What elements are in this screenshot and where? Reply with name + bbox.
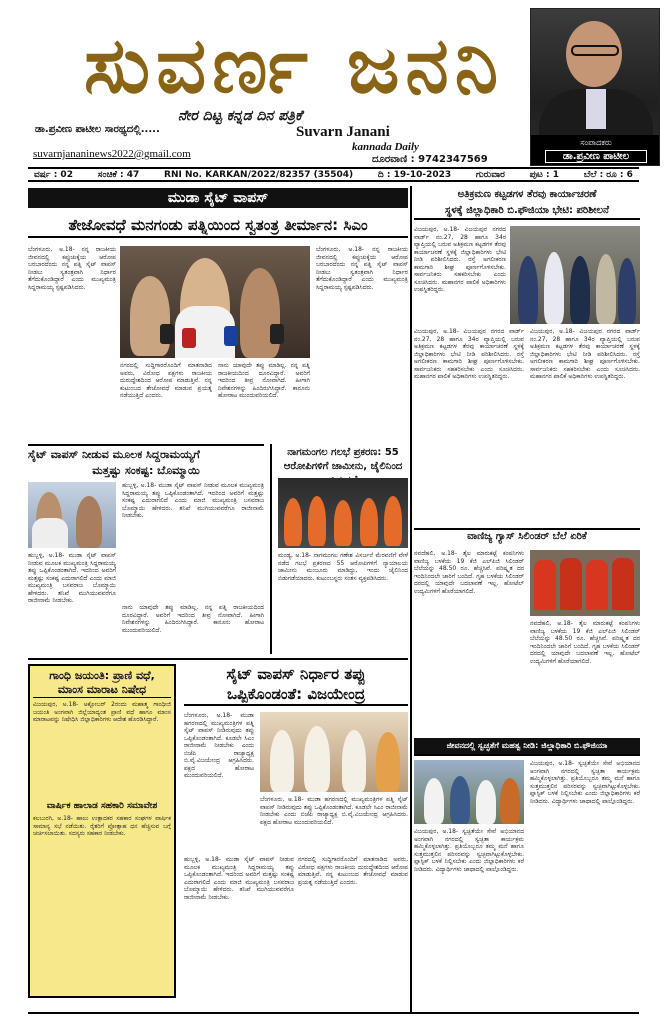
- lead-headline: ತೇಜೋವಧೆ ಮನಗಂಡು ಪತ್ನಿಯಿಂದ ಸ್ವತಂತ್ರ ತೀರ್ಮಾನ: ಸಿಎಂ: [28, 212, 408, 238]
- story2-body-a: ಹುಬ್ಬಳ್ಳಿ, ಅ.18- ಮುಡಾ ಸೈಟ್ ವಾಪಸ್ ನೀಡುವ ಮೂಲಕ ಮುಖ್ಯಮಂತ್ರಿ ಸಿದ್ದರಾಮಯ್ಯ ತಪ್ಪು ಒಪ್ಪಿಕೊಂಡಂತಾಗಿದೆ. ಇದರಿಂದ ಅವರಿಗೆ ಮತ್ತಷ್ಟು ಸಂಕಷ್ಟ ಎದುರಾಗಲಿದೆ ಎಂದು ಮಾಜಿ ಮುಖ್ಯಮಂತ್ರಿ ಬಸವರಾಜ ಬೊಮ್ಮಾಯಿ ಹೇಳಿದರು. ತನಿಖೆ ಮುಗಿಯುವವರೆಗೂ ರಾಜೀನಾಮೆ ನೀಡಬೇಕು.: [122, 482, 264, 519]
- tagline: ನೇರ ದಿಟ್ಟ ಕನ್ನಡ ದಿನ ಪತ್ರಿಕೆ: [178, 108, 303, 124]
- masthead: [0, 0, 669, 168]
- right-lead-body-a: ವಿಜಯಪುರ, ಅ.18- ವಿಜಯಪುರ ನಗರದ ವಾರ್ಡ್ ನಂ.27, 28 ಹಾಗೂ 34ರ ವ್ಯಾಪ್ತಿಯಲ್ಲಿ ಬರುವ ಅತಿಕ್ರಮಣ ಕಟ್ಟಡಗಳ ತೆರವು ಕಾರ್ಯಾಚರಣೆ ಸ್ಥಳಕ್ಕೆ ಜಿಲ್ಲಾಧಿಕಾರಿಗಳು ಭೇಟಿ ನೀಡಿ ಪರಿಶೀಲಿಸಿದರು. ರಸ್ತೆ ಅಗಲೀಕರಣ ಕಾಮಗಾರಿ ಶೀಘ್ರ ಪೂರ್ಣಗೊಳಿಸಬೇಕು. ಸಾರ್ವಜನಿಕರು ಸಹಕರಿಸಬೇಕು ಎಂದು ಸೂಚಿಸಿದರು. ಮಹಾನಗರ ಪಾಲಿಕೆ ಅಧಿಕಾರಿಗಳು ಉಪಸ್ಥಿತರಿದ್ದರು.: [414, 226, 506, 293]
- email-link[interactable]: suvarnjananinews2022@gmail.com: [33, 148, 191, 160]
- lead-body-col4: ಬೆಂಗಳೂರು, ಅ.18- ನನ್ನ ರಾಜಕೀಯ ಜೀವನದಲ್ಲಿ ಕಪ್ಪುಚುಕ್ಕೆಯ ಆರೋಪ ಬರಬಾರದೆಂದು ನನ್ನ ಪತ್ನಿ ಸೈಟ್ ವಾಪಸ್ ನೀಡಲು ಸ್ವತಂತ್ರವಾಗಿ ನಿರ್ಧಾರ ತೆಗೆದುಕೊಂಡಿದ್ದಾರೆ ಎಂದು ಮುಖ್ಯಮಂತ್ರಿ ಸಿದ್ದರಾಮಯ್ಯ ಸ್ಪಷ್ಟಪಡಿಸಿದರು.: [316, 246, 408, 291]
- dateline-issue: ಸಂಚಿಕೆ : 47: [97, 169, 140, 180]
- dateline-bar: [28, 167, 639, 182]
- bottom-rule: [28, 1012, 639, 1014]
- notice-title-1: ಗಾಂಧಿ ಜಯಂತಿ: ಪ್ರಾಣಿ ವಧೆ,: [49, 669, 155, 682]
- story4-body-a: ಬೆಂಗಳೂರು, ಅ.18- ಮುಡಾ ಹಗರಣದಲ್ಲಿ ಮುಖ್ಯಮಂತ್ರಿಗಳ ಪತ್ನಿ ಸೈಟ್ ವಾಪಸ್ ನೀಡಿರುವುದು ತಪ್ಪು ಒಪ್ಪಿಕೊಂಡಂತಾಗಿದೆ. ಕೂಡಲೇ ಸಿಎಂ ರಾಜೀನಾಮೆ ನೀಡಬೇಕು ಎಂದು ಬಿಜೆಪಿ ರಾಜ್ಯಾಧ್ಯಕ್ಷ ಬಿ.ವೈ.ವಿಜಯೇಂದ್ರ ಆಗ್ರಹಿಸಿದರು. ಪಕ್ಷದ ಹೋರಾಟ ಮುಂದುವರಿಯಲಿದೆ.: [184, 712, 254, 779]
- editor-caption-name: ಡಾ.ಪ್ರವೀಣ ಪಾಟೀಲ: [545, 150, 647, 163]
- brand-english: Suvarn Janani: [296, 124, 390, 140]
- lead-kicker: ಮುಡಾ ಸೈಟ್ ವಾಪಸ್: [28, 188, 408, 208]
- story2-headline: ಮತ್ತಷ್ಟು ಸಂಕಷ್ಟ: ಬೊಮ್ಮಾಯಿ: [92, 464, 200, 477]
- notice-subtitle: ವಾರ್ಷಿಕ ಹಾಲಾಡ ಸಹಕಾರಿ ಸಮಾವೇಶ: [46, 801, 158, 811]
- story3-body: ಮಂಡ್ಯ, ಅ.18- ನಾಗಮಂಗಲ ಗಣೇಶ ವಿಸರ್ಜನೆ ಮೆರವಣಿಗೆ ವೇಳೆ ನಡೆದ ಗಲಭೆ ಪ್ರಕರಣದ 55 ಆರೋಪಿಗಳಿಗೆ ನ್ಯಾಯಾಲಯ ಜಾಮೀನು ಮಂಜೂರು ಮಾಡಿದ್ದು, ಇಂದು ಜೈಲಿನಿಂದ ಬಿಡುಗಡೆಯಾದರು. ಕುಟುಂಬಸ್ಥರು ಸಂತಸ ವ್ಯಕ್ತಪಡಿಸಿದರು.: [278, 552, 408, 582]
- right-story2-photo: [530, 550, 640, 616]
- right-lead-headline: ಸ್ಥಳಕ್ಕೆ ಜಿಲ್ಲಾಧಿಕಾರಿ ಬಿ.ಫೌಜಿಯಾ ಭೇಟಿ: ಪರಿಶೀಲನೆ: [414, 204, 640, 220]
- editor-caption-title: ಸಂಪಾದಕರು: [580, 138, 612, 147]
- dateline-day: ಗುರುವಾರ: [475, 169, 505, 180]
- story4-body-d: ನಗರದಲ್ಲಿ ಸುದ್ದಿಗಾರರೊಂದಿಗೆ ಮಾತನಾಡಿದ ಅವರು, ವಿರೋಧ ಪಕ್ಷಗಳು ರಾಜಕೀಯ ದುರುದ್ದೇಶದಿಂದ ಆರೋಪ ಮಾಡುತ್ತಿವೆ. ನನ್ನ ಕುಟುಂಬದ ತೇಜೋವಧೆ ಮಾಡುವ ಪ್ರಯತ್ನ ನಡೆಯುತ್ತಿದೆ ಎಂದರು.: [298, 856, 408, 886]
- story3-photo: [278, 478, 408, 548]
- right-story3-headline: ಜೀವನದಲ್ಲಿ ಸ್ವಚ್ಛತೆಗೆ ಮಹತ್ವ ನೀಡಿ: ಜಿಲ್ಲಾಧಿಕಾರಿ ಬಿ.ಫೌಜಿಯಾ: [414, 738, 640, 754]
- story2-kicker: ಸೈಟ್ ವಾಪಸ್ ನೀಡುವ ಮೂಲಕ ಸಿದ್ದರಾಮಯ್ಯಗೆ: [28, 448, 200, 461]
- right-story2-body-a: ನವದೆಹಲಿ, ಅ.18- ತೈಲ ಮಾರುಕಟ್ಟೆ ಕಂಪನಿಗಳು ವಾಣಿಜ್ಯ ಬಳಕೆಯ 19 ಕೆಜಿ ಎಲ್‌ಪಿಜಿ ಸಿಲಿಂಡರ್ ಬೆಲೆಯನ್ನು 48.50 ರೂ. ಹೆಚ್ಚಿಸಿವೆ. ಪರಿಷ್ಕೃತ ದರ ಇಂದಿನಿಂದಲೇ ಜಾರಿಗೆ ಬಂದಿದೆ. ಗೃಹ ಬಳಕೆಯ ಸಿಲಿಂಡರ್ ದರದಲ್ಲಿ ಯಾವುದೇ ಬದಲಾವಣೆ ಇಲ್ಲ. ಹೋಟೆಲ್ ಉದ್ಯಮಿಗಳಿಗೆ ಹೊರೆಯಾಗಲಿದೆ.: [414, 550, 524, 595]
- right-column: [414, 186, 640, 1012]
- right-story2-headline: ವಾಣಿಜ್ಯ ಗ್ಯಾಸ್ ಸಿಲಿಂಡರ್ ಬೆಲೆ ಏರಿಕೆ: [467, 531, 587, 542]
- story4-headline-1: ಸೈಟ್ ವಾಪಸ್ ನಿರ್ಧಾರ ತಪ್ಪು: [226, 665, 366, 683]
- notice-title-2: ಮಾಂಸ ಮಾರಾಟ ನಿಷೇಧ: [33, 683, 171, 698]
- story2-body-c: ನಾನು ಯಾವುದೇ ತಪ್ಪು ಮಾಡಿಲ್ಲ. ನನ್ನ ಪತ್ನಿ ರಾಜಕೀಯದಿಂದ ದೂರವಿದ್ದಾರೆ. ಅವರಿಗೆ ಇದರಿಂದ ತೀವ್ರ ನೋವಾಗಿದೆ. ಹೀಗಾಗಿ ನಿವೇಶನಗಳನ್ನು ಹಿಂದಿರುಗಿಸಿದ್ದಾರೆ. ಕಾನೂನು ಹೋರಾಟ ಮುಂದುವರಿಯಲಿದೆ.: [122, 604, 264, 634]
- story2-photo: [28, 482, 116, 548]
- editor-line: ಡಾ.ಪ್ರವೀಣ ಪಾಟೀಲ ಸಾರಥ್ಯದಲ್ಲಿ.....: [35, 124, 160, 135]
- dateline-rni: RNI No. KARKAN/2022/82357 (35504): [164, 169, 354, 180]
- story4-body-b: ಬೆಂಗಳೂರು, ಅ.18- ಮುಡಾ ಹಗರಣದಲ್ಲಿ ಮುಖ್ಯಮಂತ್ರಿಗಳ ಪತ್ನಿ ಸೈಟ್ ವಾಪಸ್ ನೀಡಿರುವುದು ತಪ್ಪು ಒಪ್ಪಿಕೊಂಡಂತಾಗಿದೆ. ಕೂಡಲೇ ಸಿಎಂ ರಾಜೀನಾಮೆ ನೀಡಬೇಕು ಎಂದು ಬಿಜೆಪಿ ರಾಜ್ಯಾಧ್ಯಕ್ಷ ಬಿ.ವೈ.ವಿಜಯೇಂದ್ರ ಆಗ್ರಹಿಸಿದರು. ಪಕ್ಷದ ಹೋರಾಟ ಮುಂದುವರಿಯಲಿದೆ.: [260, 796, 408, 826]
- lead-body-col2: ನಗರದಲ್ಲಿ ಸುದ್ದಿಗಾರರೊಂದಿಗೆ ಮಾತನಾಡಿದ ಅವರು, ವಿರೋಧ ಪಕ್ಷಗಳು ರಾಜಕೀಯ ದುರುದ್ದೇಶದಿಂದ ಆರೋಪ ಮಾಡುತ್ತಿವೆ. ನನ್ನ ಕುಟುಂಬದ ತೇಜೋವಧೆ ಮಾಡುವ ಪ್ರಯತ್ನ ನಡೆಯುತ್ತಿದೆ ಎಂದರು.: [120, 362, 212, 399]
- left-column: [28, 186, 408, 1012]
- right-lead-photo: [510, 226, 640, 324]
- right-story3-body-b: ವಿಜಯಪುರ, ಅ.18- ಸ್ವಚ್ಛತೆಯೇ ಸೇವೆ ಅಭಿಯಾನದ ಅಂಗವಾಗಿ ನಗರದಲ್ಲಿ ಸ್ವಚ್ಛತಾ ಕಾರ್ಯಕ್ರಮ ಹಮ್ಮಿಕೊಳ್ಳಲಾಗಿತ್ತು. ಪ್ರತಿಯೊಬ್ಬರೂ ತಮ್ಮ ಮನೆ ಹಾಗೂ ಸುತ್ತಮುತ್ತಲಿನ ಪರಿಸರವನ್ನು ಸ್ವಚ್ಛವಾಗಿಟ್ಟುಕೊಳ್ಳಬೇಕು. ಪ್ಲಾಸ್ಟಿಕ್ ಬಳಕೆ ನಿಲ್ಲಿಸಬೇಕು ಎಂದು ಜಿಲ್ಲಾಧಿಕಾರಿಗಳು ಕರೆ ನೀಡಿದರು. ವಿದ್ಯಾರ್ಥಿಗಳು ಜಾಥಾದಲ್ಲಿ ಪಾಲ್ಗೊಂಡಿದ್ದರು.: [530, 760, 640, 805]
- story4-headline-2: ಒಪ್ಪಿಕೊಂಡಂತೆ: ವಿಜಯೇಂದ್ರ: [184, 684, 408, 706]
- newspaper-title: ಸುವರ್ಣ ಜನನಿ: [83, 20, 505, 111]
- right-lead-body-c: ವಿಜಯಪುರ, ಅ.18- ವಿಜಯಪುರ ನಗರದ ವಾರ್ಡ್ ನಂ.27, 28 ಹಾಗೂ 34ರ ವ್ಯಾಪ್ತಿಯಲ್ಲಿ ಬರುವ ಅತಿಕ್ರಮಣ ಕಟ್ಟಡಗಳ ತೆರವು ಕಾರ್ಯಾಚರಣೆ ಸ್ಥಳಕ್ಕೆ ಜಿಲ್ಲಾಧಿಕಾರಿಗಳು ಭೇಟಿ ನೀಡಿ ಪರಿಶೀಲಿಸಿದರು. ರಸ್ತೆ ಅಗಲೀಕರಣ ಕಾಮಗಾರಿ ಶೀಘ್ರ ಪೂರ್ಣಗೊಳಿಸಬೇಕು. ಸಾರ್ವಜನಿಕರು ಸಹಕರಿಸಬೇಕು ಎಂದು ಸೂಚಿಸಿದರು. ಮಹಾನಗರ ಪಾಲಿಕೆ ಅಧಿಕಾರಿಗಳು ಉಪಸ್ಥಿತರಿದ್ದರು.: [530, 328, 640, 380]
- story2-body-b: ಹುಬ್ಬಳ್ಳಿ, ಅ.18- ಮುಡಾ ಸೈಟ್ ವಾಪಸ್ ನೀಡುವ ಮೂಲಕ ಮುಖ್ಯಮಂತ್ರಿ ಸಿದ್ದರಾಮಯ್ಯ ತಪ್ಪು ಒಪ್ಪಿಕೊಂಡಂತಾಗಿದೆ. ಇದರಿಂದ ಅವರಿಗೆ ಮತ್ತಷ್ಟು ಸಂಕಷ್ಟ ಎದುರಾಗಲಿದೆ ಎಂದು ಮಾಜಿ ಮುಖ್ಯಮಂತ್ರಿ ಬಸವರಾಜ ಬೊಮ್ಮಾಯಿ ಹೇಳಿದರು. ತನಿಖೆ ಮುಗಿಯುವವರೆಗೂ ರಾಜೀನಾಮೆ ನೀಡಬೇಕು.: [28, 552, 116, 604]
- brand-subtitle: kannada Daily: [352, 141, 419, 153]
- editor-photo: [530, 8, 660, 166]
- dateline-price: ಬೆಲೆ : ರೂ : 6: [583, 169, 633, 180]
- story3-headline: ನಾಗಮಂಗಲ ಗಲಭೆ ಪ್ರಕರಣ: 55 ಆರೋಪಿಗಳಿಗೆ ಜಾಮೀನು, ಜೈಲಿನಿಂದ: [283, 447, 403, 472]
- notice-body-2: ಕಲಬುರಗಿ, ಅ.18- ಹಾಲು ಉತ್ಪಾದಕರ ಸಹಕಾರ ಸಂಘಗಳ ವಾರ್ಷಿಕ ಸಾಮಾನ್ಯ ಸಭೆ ನಡೆಯಿತು. ರೈತರಿಗೆ ಪ್ರೋತ್ಸಾಹ ಧನ ಹೆಚ್ಚಿಸುವ ಬಗ್ಗೆ ಚರ್ಚಿಸಲಾಯಿತು. ಸದಸ್ಯರು ಸಹಕಾರ ನೀಡಬೇಕು.: [33, 815, 171, 837]
- lead-body-col1: ಬೆಂಗಳೂರು, ಅ.18- ನನ್ನ ರಾಜಕೀಯ ಜೀವನದಲ್ಲಿ ಕಪ್ಪುಚುಕ್ಕೆಯ ಆರೋಪ ಬರಬಾರದೆಂದು ನನ್ನ ಪತ್ನಿ ಸೈಟ್ ವಾಪಸ್ ನೀಡಲು ಸ್ವತಂತ್ರವಾಗಿ ನಿರ್ಧಾರ ತೆಗೆದುಕೊಂಡಿದ್ದಾರೆ ಎಂದು ಮುಖ್ಯಮಂತ್ರಿ ಸಿದ್ದರಾಮಯ್ಯ ಸ್ಪಷ್ಟಪಡಿಸಿದರು.: [28, 246, 116, 291]
- right-story3-photo: [414, 760, 524, 824]
- right-lead-kicker: ಅತಿಕ್ರಮಣ ಕಟ್ಟಡಗಳ ತೆರವು ಕಾರ್ಯಾಚರಣೆ: [457, 189, 597, 200]
- notice-body-1: ವಿಜಯಪುರ, ಅ.18- ಅಕ್ಟೋಬರ್ 2ರಂದು ಮಹಾತ್ಮ ಗಾಂಧೀಜಿ ಜಯಂತಿ ಅಂಗವಾಗಿ ಜಿಲ್ಲೆಯಾದ್ಯಂತ ಪ್ರಾಣಿ ವಧೆ ಹಾಗೂ ಮಾಂಸ ಮಾರಾಟವನ್ನು ನಿಷೇಧಿಸಿ ಜಿಲ್ಲಾಧಿಕಾರಿಗಳು ಆದೇಶ ಹೊರಡಿಸಿದ್ದಾರೆ.: [33, 701, 171, 723]
- lead-body-col3: ನಾನು ಯಾವುದೇ ತಪ್ಪು ಮಾಡಿಲ್ಲ. ನನ್ನ ಪತ್ನಿ ರಾಜಕೀಯದಿಂದ ದೂರವಿದ್ದಾರೆ. ಅವರಿಗೆ ಇದರಿಂದ ತೀವ್ರ ನೋವಾಗಿದೆ. ಹೀಗಾಗಿ ನಿವೇಶನಗಳನ್ನು ಹಿಂದಿರುಗಿಸಿದ್ದಾರೆ. ಕಾನೂನು ಹೋರಾಟ ಮುಂದುವರಿಯಲಿದೆ.: [218, 362, 310, 399]
- dateline-year: ವರ್ಷ : 02: [34, 169, 73, 180]
- right-story3-body-a: ವಿಜಯಪುರ, ಅ.18- ಸ್ವಚ್ಛತೆಯೇ ಸೇವೆ ಅಭಿಯಾನದ ಅಂಗವಾಗಿ ನಗರದಲ್ಲಿ ಸ್ವಚ್ಛತಾ ಕಾರ್ಯಕ್ರಮ ಹಮ್ಮಿಕೊಳ್ಳಲಾಗಿತ್ತು. ಪ್ರತಿಯೊಬ್ಬರೂ ತಮ್ಮ ಮನೆ ಹಾಗೂ ಸುತ್ತಮುತ್ತಲಿನ ಪರಿಸರವನ್ನು ಸ್ವಚ್ಛವಾಗಿಟ್ಟುಕೊಳ್ಳಬೇಕು. ಪ್ಲಾಸ್ಟಿಕ್ ಬಳಕೆ ನಿಲ್ಲಿಸಬೇಕು ಎಂದು ಜಿಲ್ಲಾಧಿಕಾರಿಗಳು ಕರೆ ನೀಡಿದರು. ವಿದ್ಯಾರ್ಥಿಗಳು ಜಾಥಾದಲ್ಲಿ ಪಾಲ್ಗೊಂಡಿದ್ದರು.: [414, 828, 524, 873]
- right-lead-body-b: ವಿಜಯಪುರ, ಅ.18- ವಿಜಯಪುರ ನಗರದ ವಾರ್ಡ್ ನಂ.27, 28 ಹಾಗೂ 34ರ ವ್ಯಾಪ್ತಿಯಲ್ಲಿ ಬರುವ ಅತಿಕ್ರಮಣ ಕಟ್ಟಡಗಳ ತೆರವು ಕಾರ್ಯಾಚರಣೆ ಸ್ಥಳಕ್ಕೆ ಜಿಲ್ಲಾಧಿಕಾರಿಗಳು ಭೇಟಿ ನೀಡಿ ಪರಿಶೀಲಿಸಿದರು. ರಸ್ತೆ ಅಗಲೀಕರಣ ಕಾಮಗಾರಿ ಶೀಘ್ರ ಪೂರ್ಣಗೊಳಿಸಬೇಕು. ಸಾರ್ವಜನಿಕರು ಸಹಕರಿಸಬೇಕು ಎಂದು ಸೂಚಿಸಿದರು. ಮಹಾನಗರ ಪಾಲಿಕೆ ಅಧಿಕಾರಿಗಳು ಉಪಸ್ಥಿತರಿದ್ದರು.: [414, 328, 524, 380]
- contact-phone: ದೂರವಾಣಿ : 9742347569: [372, 154, 488, 165]
- lead-photo: [120, 246, 310, 358]
- column-divider: [410, 186, 412, 1012]
- notice-box: [28, 664, 176, 998]
- dateline-date: ದಿ : 19-10-2023: [377, 169, 452, 180]
- story4-photo: [260, 712, 408, 792]
- dateline-page: ಪುಟ : 1: [529, 169, 560, 180]
- right-story2-body-b: ನವದೆಹಲಿ, ಅ.18- ತೈಲ ಮಾರುಕಟ್ಟೆ ಕಂಪನಿಗಳು ವಾಣಿಜ್ಯ ಬಳಕೆಯ 19 ಕೆಜಿ ಎಲ್‌ಪಿಜಿ ಸಿಲಿಂಡರ್ ಬೆಲೆಯನ್ನು 48.50 ರೂ. ಹೆಚ್ಚಿಸಿವೆ. ಪರಿಷ್ಕೃತ ದರ ಇಂದಿನಿಂದಲೇ ಜಾರಿಗೆ ಬಂದಿದೆ. ಗೃಹ ಬಳಕೆಯ ಸಿಲಿಂಡರ್ ದರದಲ್ಲಿ ಯಾವುದೇ ಬದಲಾವಣೆ ಇಲ್ಲ. ಹೋಟೆಲ್ ಉದ್ಯಮಿಗಳಿಗೆ ಹೊರೆಯಾಗಲಿದೆ.: [530, 620, 640, 665]
- story4-body-c: ಹುಬ್ಬಳ್ಳಿ, ಅ.18- ಮುಡಾ ಸೈಟ್ ವಾಪಸ್ ನೀಡುವ ಮೂಲಕ ಮುಖ್ಯಮಂತ್ರಿ ಸಿದ್ದರಾಮಯ್ಯ ತಪ್ಪು ಒಪ್ಪಿಕೊಂಡಂತಾಗಿದೆ. ಇದರಿಂದ ಅವರಿಗೆ ಮತ್ತಷ್ಟು ಸಂಕಷ್ಟ ಎದುರಾಗಲಿದೆ ಎಂದು ಮಾಜಿ ಮುಖ್ಯಮಂತ್ರಿ ಬಸವರಾಜ ಬೊಮ್ಮಾಯಿ ಹೇಳಿದರು. ತನಿಖೆ ಮುಗಿಯುವವರೆಗೂ ರಾಜೀನಾಮೆ ನೀಡಬೇಕು.: [184, 856, 294, 901]
